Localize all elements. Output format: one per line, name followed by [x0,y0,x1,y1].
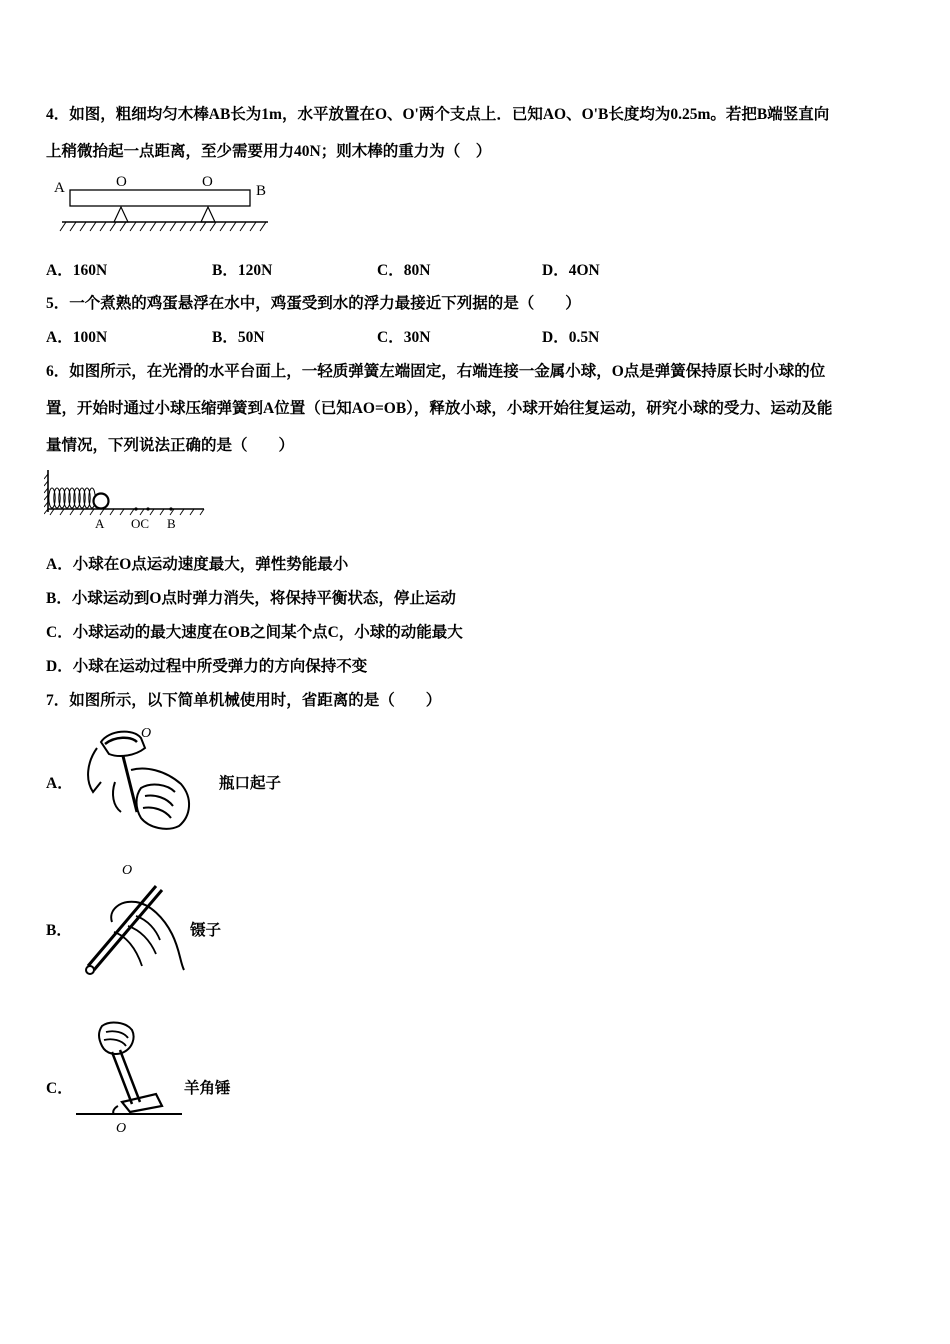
opener-head [101,732,145,756]
fulcrum-label: O [141,726,152,741]
q5-option-a[interactable]: A．100N [46,329,108,346]
bottle-opener-figure [75,722,205,834]
q4-stem-line1: 4．如图，粗细均匀木棒AB长为1m，水平放置在O、O'两个支点上．已知AO、O'B长度均为0.25m。若把B端竖直向 [46,106,830,123]
q6-option-c[interactable]: C．小球运动的最大速度在OB之间某个点C，小球的动能最大 [46,624,463,641]
point-c-mark [146,507,149,510]
fulcrum-right [201,207,215,222]
q7-option-a-letter[interactable]: A． [46,775,73,792]
opener-handle [123,756,137,812]
point-o-mark [134,507,137,510]
q5-option-b[interactable]: B．50N [212,329,265,346]
q6-stem-line3: 量情况，下列说法正确的是（ ） [46,437,295,454]
tweezers-figure [76,856,191,980]
compressed-spring [49,488,95,508]
q4-option-c[interactable]: C．80N [377,262,431,279]
lever-rod-figure [50,170,280,236]
tweezer-arms [88,886,162,970]
hand-icon [131,769,189,829]
fig-label-oc: OC [131,516,150,531]
q6-option-d[interactable]: D．小球在运动过程中所受弹力的方向保持不变 [46,658,368,675]
fig-label-a: A [54,180,65,196]
metal-ball [94,494,109,509]
point-b-mark [169,507,172,510]
tweezer-tip [86,966,94,974]
q7-option-c-caption: 羊角锤 [184,1080,231,1097]
q6-option-b[interactable]: B．小球运动到O点时弹力消失，将保持平衡状态，停止运动 [46,590,456,607]
spring-ball-figure [44,466,209,532]
q7-option-b-caption: 镊子 [190,922,222,939]
fig-label-b: B [256,183,267,199]
q4-option-a[interactable]: A．160N [46,262,108,279]
hand-icon [99,1023,134,1054]
hammer-handle [112,1050,140,1104]
q7-option-b-letter[interactable]: B． [46,922,72,939]
q6-stem-line2: 置，开始时通过小球压缩弹簧到A位置（已知AO=OB），释放小球，小球开始往复运动，研究小球的受力、运动及能 [46,400,833,417]
q5-option-c[interactable]: C．30N [377,329,431,346]
fig-label-o1: O [116,174,127,190]
table-hatching [50,509,204,515]
ground-hatching [60,222,266,231]
fulcrum-label: O [122,863,133,878]
fulcrum-left [114,207,128,222]
fig-label-b: B [167,516,176,531]
fig-label-a: A [95,516,105,531]
fulcrum-label: O [116,1121,127,1136]
q6-stem-line1: 6．如图所示，在光滑的水平台面上，一轻质弹簧左端固定，右端连接一金属小球，O点是弹簧保持原长时小球的位 [46,363,826,380]
q5-option-d[interactable]: D．0.5N [542,329,600,346]
q4-stem-line2: 上稍微抬起一点距离，至少需要用力40N；则木棒的重力为（ ） [46,143,492,160]
q4-option-b[interactable]: B．120N [212,262,273,279]
fig-label-o2: O [202,174,213,190]
q4-option-d[interactable]: D．4ON [542,262,600,279]
wooden-rod [70,190,250,206]
bottle-hand [88,748,101,792]
q5-stem: 5．一个煮熟的鸡蛋悬浮在水中，鸡蛋受到水的浮力最接近下列据的是（ ） [46,295,581,312]
q7-option-c-letter[interactable]: C． [46,1080,73,1097]
q7-option-a-caption: 瓶口起子 [219,775,282,792]
q7-stem: 7．如图所示，以下简单机械使用时，省距离的是（ ） [46,692,442,709]
q6-option-a[interactable]: A．小球在O点运动速度最大，弹性势能最小 [46,556,349,573]
claw-hammer-figure [74,1018,186,1136]
